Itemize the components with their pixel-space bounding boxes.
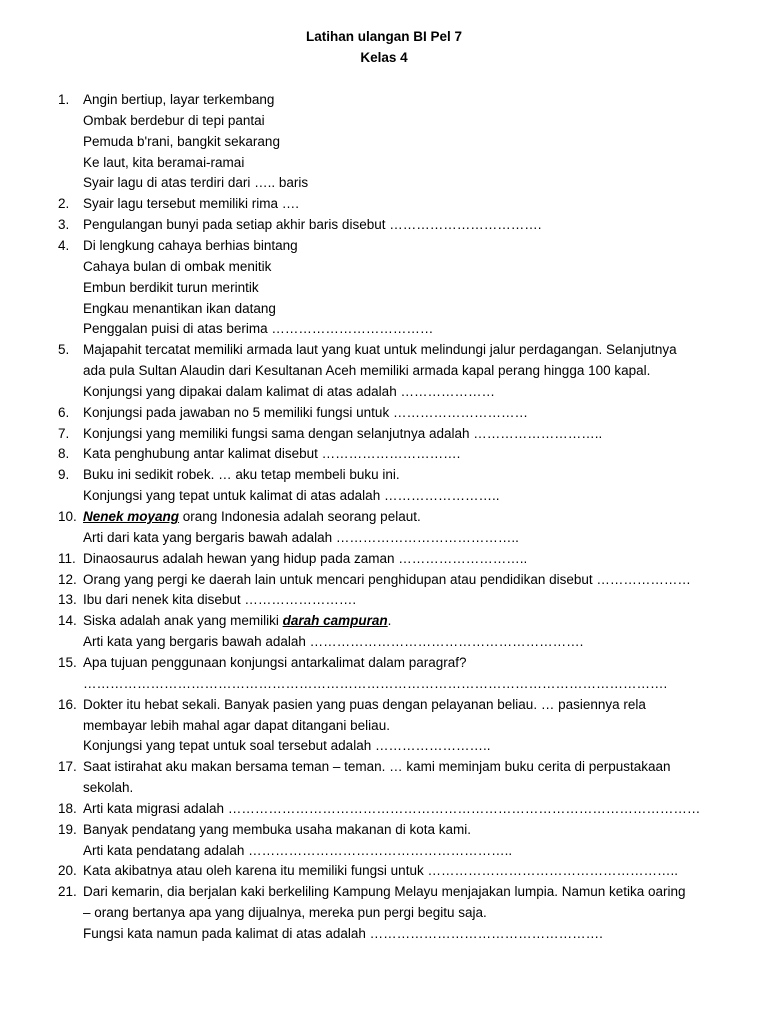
question-number: 9.	[58, 467, 70, 483]
question-number: 21.	[58, 884, 77, 900]
question-text: Dinaosaurus adalah hewan yang hidup pada zaman ………………………..	[83, 550, 528, 566]
question-text: Cahaya bulan di ombak menitik	[83, 258, 272, 274]
question-number: 19.	[58, 821, 77, 837]
question-number: 11.	[58, 550, 76, 566]
question-text: Saat istirahat aku makan bersama teman – teman. … kami meminjam buku cerita di perpustakaan	[83, 759, 671, 775]
question-text: Di lengkung cahaya berhias bintang	[83, 237, 298, 253]
question-number: 1.	[58, 92, 70, 107]
question-number: 8.	[58, 446, 70, 462]
question-text: Syair lagu tersebut memiliki rima ….	[83, 196, 300, 212]
question-text: Dari kemarin, dia berjalan kaki berkeliling Kampung Melayu menjajakan lumpia. Namun ketika oaring	[83, 884, 686, 900]
question-text: Konjungsi yang memiliki fungsi sama dengan selanjutnya adalah ………………………..	[83, 425, 603, 441]
question-text: Engkau menantikan ikan datang	[83, 300, 276, 316]
question-number: 17.	[58, 759, 77, 775]
question-text: ada pula Sultan Alaudin dari Kesultanan Aceh memiliki armada kapal perang hingga 100 kapal.	[83, 363, 651, 379]
question-number: 3.	[58, 217, 70, 233]
question-text: Pemuda b'rani, bangkit sekarang	[83, 133, 280, 149]
question-text: Arti kata pendatang adalah …………………………………………………..	[83, 842, 513, 858]
question-number: 4.	[58, 237, 70, 253]
question-number: 6.	[58, 404, 70, 420]
question-text: ………………………………………………………………………………………………………………….	[83, 675, 668, 691]
question-text: Apa tujuan penggunaan konjungsi antarkalimat dalam paragraf?	[83, 654, 467, 670]
text-after: .	[387, 613, 392, 629]
question-number: 7.	[58, 425, 70, 441]
underlined-term: darah campuran	[282, 613, 388, 629]
question-text: Pengulangan bunyi pada setiap akhir baris disebut …………………………….	[83, 217, 542, 233]
question-text: Ibu dari nenek kita disebut …………………….	[83, 592, 357, 608]
question-text	[83, 612, 391, 630]
question-number: 13.	[58, 592, 77, 608]
question-number: 10.	[58, 509, 77, 524]
question-text: Orang yang pergi ke daerah lain untuk mencari penghidupan atau pendidikan disebut …………………	[83, 571, 691, 587]
question-text: Embun berdikit turun merintik	[83, 279, 259, 295]
question-text: – orang bertanya apa yang dijualnya, mereka pun pergi begitu saja.	[83, 905, 487, 921]
question-text: Konjungsi pada jawaban no 5 memiliki fungsi untuk …………………………	[83, 404, 528, 420]
question-text: Arti kata yang bergaris bawah adalah …………………………………………………….	[83, 634, 584, 650]
question-text: sekolah.	[83, 780, 134, 796]
question-text: Konjungsi yang tepat untuk kalimat di atas adalah ……………………..	[83, 488, 500, 504]
question-number: 14.	[58, 613, 77, 629]
question-text: Arti kata migrasi adalah ……………………………………………………………………………………………	[83, 800, 701, 816]
question-text: Konjungsi yang dipakai dalam kalimat di atas adalah …………………	[83, 383, 495, 399]
page-subtitle: Kelas 4	[360, 50, 408, 65]
question-number: 12.	[58, 571, 77, 587]
question-text: Syair lagu di atas terdiri dari ….. baris	[83, 175, 309, 191]
question-text: Ombak berdebur di tepi pantai	[83, 112, 265, 128]
text-after: orang Indonesia adalah seorang pelaut.	[179, 509, 421, 524]
question-text	[83, 508, 421, 526]
question-text: Dokter itu hebat sekali. Banyak pasien yang puas dengan pelayanan beliau. … pasiennya rela	[83, 696, 646, 712]
question-text: Fungsi kata namun pada kalimat di atas adalah …………………………………………….	[83, 926, 603, 941]
question-number: 15.	[58, 654, 77, 670]
question-number: 5.	[58, 342, 70, 358]
question-text: Konjungsi yang tepat untuk soal tersebut adalah ……………………..	[83, 738, 491, 754]
question-number: 16.	[58, 696, 77, 712]
question-text: Arti dari kata yang bergaris bawah adalah …………………………………..	[83, 529, 519, 545]
question-text: Angin bertiup, layar terkembang	[83, 92, 275, 107]
underlined-term: Nenek moyang	[83, 509, 180, 524]
question-text: Kata penghubung antar kalimat disebut ………………………….	[83, 446, 461, 462]
question-text: Banyak pendatang yang membuka usaha makanan di kota kami.	[83, 821, 471, 837]
question-text: membayar lebih mahal agar dapat ditangani beliau.	[83, 717, 390, 733]
question-text: Ke laut, kita beramai-ramai	[83, 154, 245, 170]
question-text: Kata akibatnya atau oleh karena itu memiliki fungsi untuk ………………………………………………..	[83, 863, 678, 879]
text-before: Siska adalah anak yang memiliki	[83, 613, 283, 629]
question-text: Majapahit tercatat memiliki armada laut yang kuat untuk melindungi jalur perdagangan. Selanjutnya	[83, 342, 677, 358]
question-text: Buku ini sedikit robek. … aku tetap membeli buku ini.	[83, 467, 400, 483]
question-number: 18.	[58, 800, 77, 816]
page-title: Latihan ulangan BI Pel 7	[305, 29, 463, 44]
question-text: Penggalan puisi di atas berima ………………………………	[83, 321, 434, 337]
question-number: 2.	[58, 196, 70, 212]
question-number: 20.	[58, 863, 77, 879]
